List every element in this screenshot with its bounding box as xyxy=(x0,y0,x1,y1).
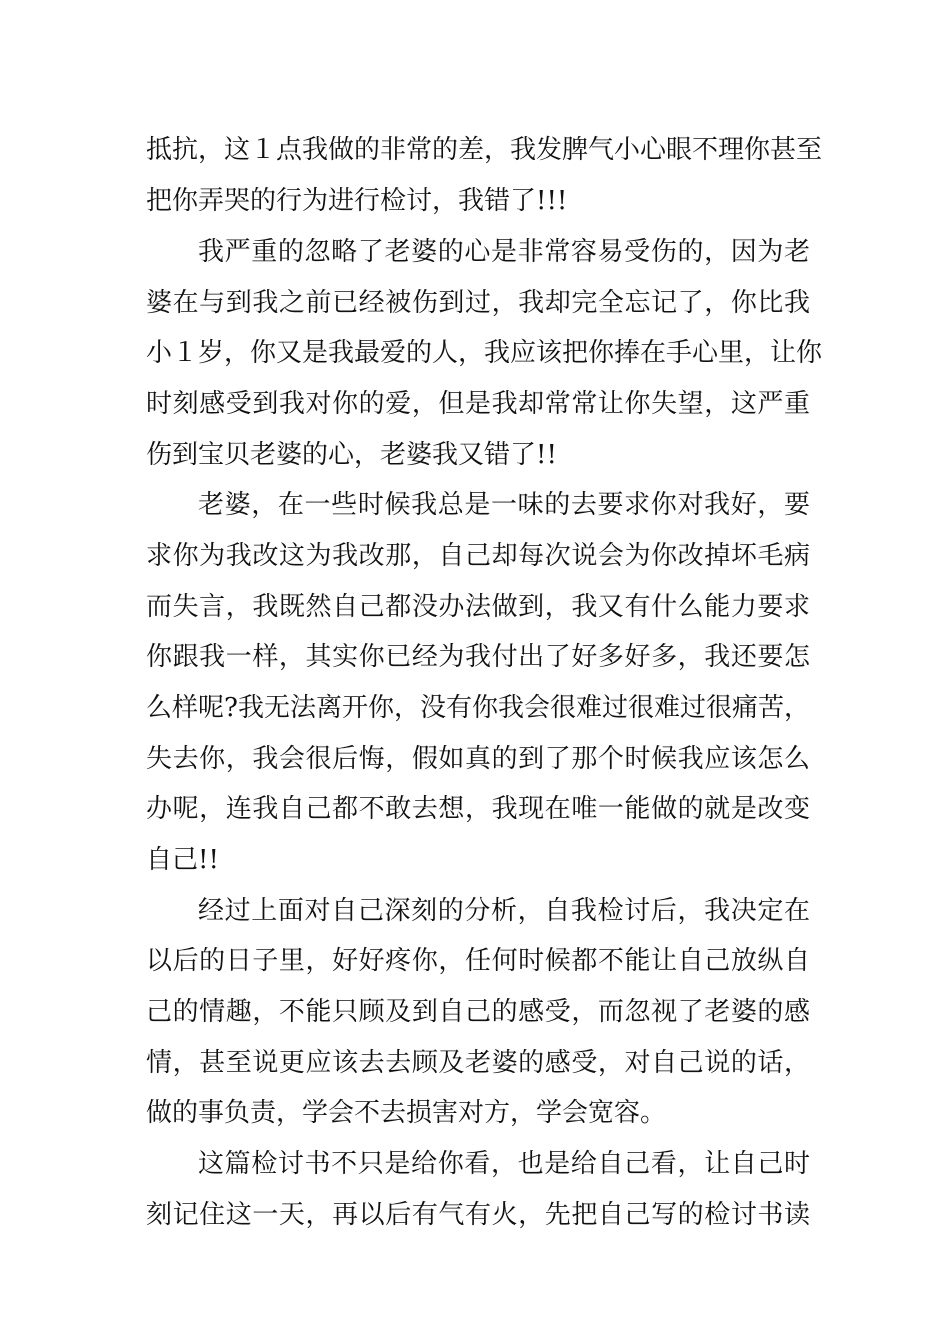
text-line: 婆在与到我之前已经被伤到过，我却完全忘记了，你比我 xyxy=(146,288,810,318)
text-line: 求你为我改这为我改那，自己却每次说会为你改掉坏毛病 xyxy=(146,541,810,571)
text-line: 以后的日子里，好好疼你，任何时候都不能让自己放纵自 xyxy=(146,946,810,976)
text-line: 失去你，我会很后悔，假如真的到了那个时候我应该怎么 xyxy=(146,744,810,774)
text-line: 己的情趣，不能只顾及到自己的感受，而忽视了老婆的感 xyxy=(146,997,810,1027)
paragraph-first-line: 老婆，在一些时候我总是一味的去要求你对我好，要 xyxy=(198,490,810,520)
paragraph-first-line: 我严重的忽略了老婆的心是非常容易受伤的，因为老 xyxy=(198,237,810,267)
text-line: 自己!! xyxy=(146,845,219,875)
text-line: 抵抗，这１点我做的非常的差，我发脾气小心眼不理你甚至 xyxy=(146,135,823,165)
text-line: 么样呢?我无法离开你，没有你我会很难过很难过很痛苦， xyxy=(146,693,810,723)
text-line: 把你弄哭的行为进行检讨，我错了!!! xyxy=(146,186,568,216)
text-line: 你跟我一样，其实你已经为我付出了好多好多，我还要怎 xyxy=(146,642,810,672)
text-line: 做的事负责，学会不去损害对方，学会宽容。 xyxy=(146,1098,667,1128)
text-line: 小１岁，你又是我最爱的人，我应该把你捧在手心里，让你 xyxy=(146,338,823,368)
text-line: 办呢，连我自己都不敢去想，我现在唯一能做的就是改变 xyxy=(146,794,810,824)
paragraph-first-line: 这篇检讨书不只是给你看，也是给自己看，让自己时 xyxy=(198,1149,810,1179)
text-line: 而失言，我既然自己都没办法做到，我又有什么能力要求 xyxy=(146,592,810,622)
text-line: 情，甚至说更应该去去顾及老婆的感受，对自己说的话， xyxy=(146,1048,810,1078)
text-line: 刻记住这一天，再以后有气有火，先把自己写的检讨书读 xyxy=(146,1200,810,1230)
text-line: 伤到宝贝老婆的心，老婆我又错了!! xyxy=(146,440,557,470)
paragraph-first-line: 经过上面对自己深刻的分析，自我检讨后，我决定在 xyxy=(198,896,810,926)
text-line: 时刻感受到我对你的爱，但是我却常常让你失望，这严重 xyxy=(146,389,810,419)
